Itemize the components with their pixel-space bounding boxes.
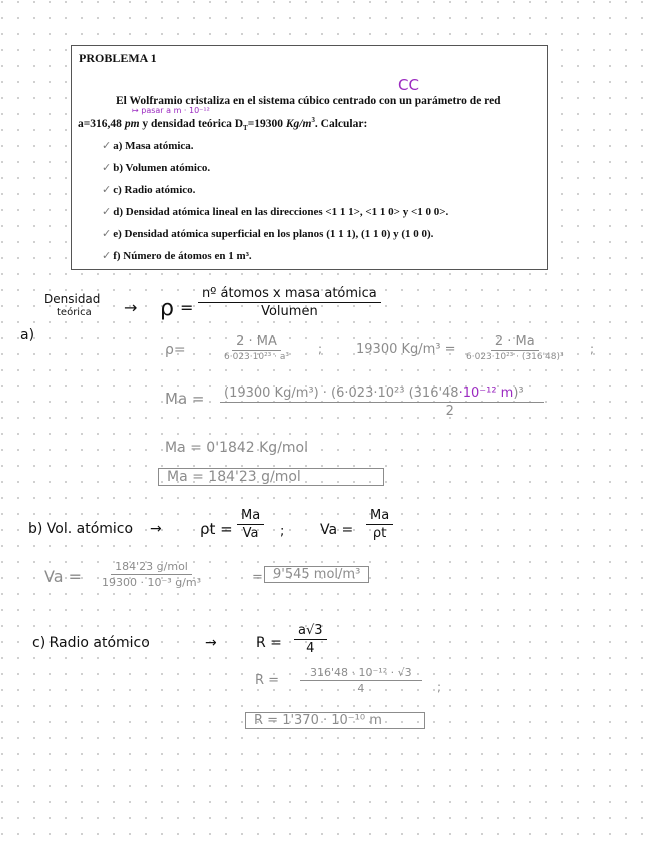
statement-line-2 <box>78 117 367 132</box>
statement-line-1: El Wolframio cristaliza en el sistema cúbico centrado con un parámetro de red <box>116 95 501 107</box>
subscript: T <box>243 124 248 133</box>
result-a: Ma = 184'23 g/mol <box>158 468 384 486</box>
f-lhs: R = <box>256 635 282 651</box>
exponent: 3 <box>311 117 315 124</box>
density-value: =19300 <box>247 117 286 130</box>
item-f <box>102 249 252 262</box>
item-label: e) Densidad atómica superficial en los planos (1 1 1), (1 1 0) y (1 0 0). <box>113 228 434 240</box>
formula-numerator: nº átomos x masa atómica <box>198 286 381 303</box>
numerator: 184'23 g/mol <box>111 560 192 575</box>
rho-symbol: ρ <box>160 296 174 321</box>
check-icon: ✓ <box>102 205 112 218</box>
result-c: R = 1'370 · 10⁻¹⁰ m <box>245 712 425 729</box>
problem-title: PROBLEMA 1 <box>79 51 157 65</box>
step-fraction <box>300 666 422 695</box>
check-icon: ✓ <box>102 139 112 152</box>
part-a-label: a) <box>20 327 35 343</box>
step4: Ma = 0'1842 Kg/mol <box>165 440 309 456</box>
equals: = <box>180 298 194 317</box>
density-formula <box>198 286 381 319</box>
f1-lhs: ρt = <box>200 520 233 538</box>
step2-lhs: 19300 Kg/m³ = <box>356 342 456 357</box>
item-d <box>102 205 448 218</box>
formula-denominator: Volumen <box>261 304 318 319</box>
item-label: d) Densidad atómica lineal en las direcciones <1 1 1>, <1 1 0> y <1 0 0>. <box>113 206 449 218</box>
numerator: 2 · MA <box>232 334 281 351</box>
annotation-pasar: ↦ pasar a m · 10⁻¹² <box>132 106 210 115</box>
numerator: Ma <box>366 508 393 525</box>
part-b-label: b) Vol. atómico <box>28 521 134 537</box>
step-lhs: Va = <box>44 567 82 586</box>
f-fraction <box>294 623 327 656</box>
statement-text: y densidad teórica D <box>139 117 244 130</box>
step2-fraction <box>462 334 568 362</box>
numerator-part: (19300 Kg/m³) · (6·023·10²³ (316'48 <box>224 386 459 401</box>
density-label-1: Densidad <box>44 292 101 306</box>
check-icon: ✓ <box>102 161 112 174</box>
density-label-2: teórica <box>57 307 92 318</box>
step-lhs: R = <box>255 673 280 688</box>
arrow-icon: → <box>124 298 138 317</box>
problem-box <box>71 45 548 270</box>
item-e <box>102 227 433 240</box>
f1-fraction <box>237 508 264 541</box>
numerator: 316'48 · 10⁻¹² · √3 <box>300 666 422 681</box>
numerator-annotation: ·10⁻¹² m <box>458 386 514 401</box>
separator: ; <box>280 524 285 539</box>
denominator: 4 <box>306 641 315 656</box>
denominator: 19300 · 10⁻³ g/m³ <box>102 576 202 589</box>
step3-fraction <box>220 386 544 419</box>
denominator: 6·023·10²³ · a³ <box>224 352 289 362</box>
f2-fraction <box>366 508 393 541</box>
annotation-cc: CC <box>398 76 419 94</box>
numerator-part: )³ <box>513 386 524 401</box>
step-fraction <box>98 560 205 589</box>
f2-lhs: Va = <box>320 522 354 538</box>
arrow-icon: → <box>205 635 217 651</box>
step3-lhs: Ma = <box>165 390 205 408</box>
arrow-icon: → <box>150 521 162 537</box>
numerator: Ma <box>237 508 264 525</box>
numerator: a√3 <box>294 623 327 640</box>
item-b <box>102 161 210 174</box>
calcular-text: . Calcular: <box>314 117 368 130</box>
item-label: f) Número de átomos en 1 m³. <box>113 250 252 262</box>
denominator: Va <box>242 526 259 541</box>
item-a <box>102 139 194 152</box>
unit-pm: pm <box>124 117 140 130</box>
step1-lhs: ρ= <box>165 342 186 358</box>
item-label: c) Radio atómico. <box>113 184 196 196</box>
denominator: 2 <box>445 404 454 419</box>
step1-fraction <box>220 334 293 362</box>
unit-kgm: Kg/m <box>285 117 312 130</box>
denominator: ρt <box>372 526 387 541</box>
separator: ; <box>318 342 323 356</box>
item-label: b) Volumen atómico. <box>113 162 211 174</box>
param-a: a=316,48 <box>78 117 125 130</box>
numerator: 2 · Ma <box>491 334 539 351</box>
denominator: 4 <box>357 682 365 695</box>
part-c-label: c) Radio atómico <box>32 635 150 651</box>
separator: ; <box>590 342 595 356</box>
equals: = <box>252 570 263 585</box>
check-icon: ✓ <box>102 183 112 196</box>
check-icon: ✓ <box>102 249 112 262</box>
item-label: a) Masa atómica. <box>113 140 194 152</box>
item-c <box>102 183 195 196</box>
denominator: 6·023·10²³ · (316'48)³ <box>466 352 564 362</box>
check-icon: ✓ <box>102 227 112 240</box>
result-b: 9'545 mol/m³ <box>264 566 369 583</box>
separator: ; <box>437 680 442 694</box>
